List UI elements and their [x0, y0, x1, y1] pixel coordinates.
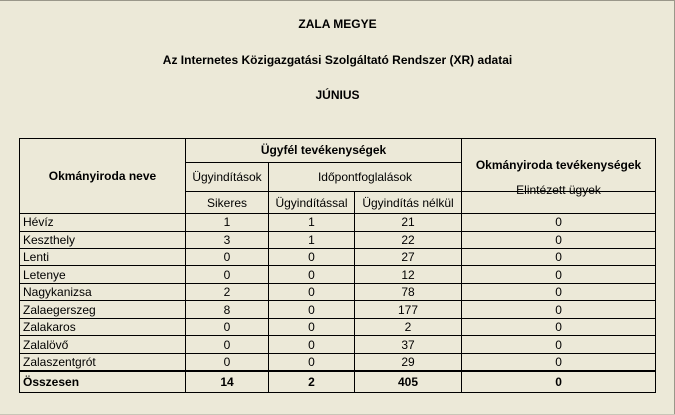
total-successful: 14 — [186, 371, 269, 392]
successful-cell: 0 — [186, 266, 269, 283]
header-appointments: Időpontfoglalások — [269, 162, 462, 192]
office-name-cell: Hévíz — [20, 214, 186, 231]
header-row-groups — [20, 139, 656, 163]
table-body — [20, 214, 656, 372]
table-row — [20, 283, 656, 300]
table-row — [20, 214, 656, 231]
table-row — [20, 266, 656, 283]
with-case-cell: 0 — [269, 301, 355, 318]
successful-cell: 0 — [186, 336, 269, 353]
successful-cell: 3 — [186, 231, 269, 248]
table-row — [20, 336, 656, 353]
without-case-cell: 21 — [355, 214, 462, 231]
table-row — [20, 249, 656, 266]
handled-cell: 0 — [462, 231, 656, 248]
successful-cell: 0 — [186, 249, 269, 266]
total-with-case: 2 — [269, 371, 355, 392]
header-successful: Sikeres — [186, 192, 269, 214]
total-handled: 0 — [462, 371, 656, 392]
with-case-cell: 0 — [269, 353, 355, 371]
table-row — [20, 318, 656, 335]
report-title: ZALA MEGYE — [298, 17, 377, 31]
header-office-activities: Okmányiroda tevékenységek — [462, 139, 656, 192]
without-case-cell: 2 — [355, 318, 462, 335]
office-name-cell: Zalalövő — [20, 336, 186, 353]
table-row — [20, 353, 656, 371]
statistics-table — [19, 138, 656, 393]
total-label: Összesen — [20, 371, 186, 392]
with-case-cell: 0 — [269, 283, 355, 300]
office-name-cell: Lenti — [20, 249, 186, 266]
handled-cell: 0 — [462, 266, 656, 283]
handled-cell: 0 — [462, 301, 656, 318]
total-without-case: 405 — [355, 371, 462, 392]
header-handled-label: Elintézett ügyek — [516, 183, 601, 198]
successful-cell: 1 — [186, 214, 269, 231]
with-case-cell: 1 — [269, 231, 355, 248]
header-handled — [462, 183, 656, 214]
office-name-cell: Zalaegerszeg — [20, 301, 186, 318]
report-month: JÚNIUS — [315, 88, 360, 102]
handled-cell: 0 — [462, 283, 656, 300]
header-with-case: Ügyindítással — [269, 192, 355, 214]
total-row — [20, 371, 656, 392]
without-case-cell: 12 — [355, 266, 462, 283]
with-case-cell: 0 — [269, 249, 355, 266]
handled-cell: 0 — [462, 214, 656, 231]
without-case-cell: 78 — [355, 283, 462, 300]
header-office-name: Okmányiroda neve — [20, 139, 186, 214]
with-case-cell: 0 — [269, 318, 355, 335]
office-name-cell: Nagykanizsa — [20, 283, 186, 300]
without-case-cell: 27 — [355, 249, 462, 266]
table-row — [20, 301, 656, 318]
office-name-cell: Zalakaros — [20, 318, 186, 335]
successful-cell: 0 — [186, 353, 269, 371]
successful-cell: 8 — [186, 301, 269, 318]
without-case-cell: 37 — [355, 336, 462, 353]
header-client-activities: Ügyfél tevékenységek — [186, 139, 462, 163]
header-without-case: Ügyindítás nélkül — [355, 192, 462, 214]
with-case-cell: 0 — [269, 266, 355, 283]
office-name-cell: Keszthely — [20, 231, 186, 248]
without-case-cell: 29 — [355, 353, 462, 371]
without-case-cell: 177 — [355, 301, 462, 318]
without-case-cell: 22 — [355, 231, 462, 248]
with-case-cell: 0 — [269, 336, 355, 353]
successful-cell: 0 — [186, 318, 269, 335]
office-name-cell: Zalaszentgrót — [20, 353, 186, 371]
table-row — [20, 231, 656, 248]
header-case-starts: Ügyindítások — [186, 162, 269, 192]
handled-cell: 0 — [462, 336, 656, 353]
with-case-cell: 1 — [269, 214, 355, 231]
successful-cell: 2 — [186, 283, 269, 300]
window-top-border — [0, 0, 675, 1]
report-subtitle: Az Internetes Közigazgatási Szolgáltató Rendszer (XR) adatai — [162, 53, 513, 67]
office-name-cell: Letenye — [20, 266, 186, 283]
handled-cell: 0 — [462, 249, 656, 266]
handled-cell: 0 — [462, 318, 656, 335]
handled-cell: 0 — [462, 353, 656, 371]
